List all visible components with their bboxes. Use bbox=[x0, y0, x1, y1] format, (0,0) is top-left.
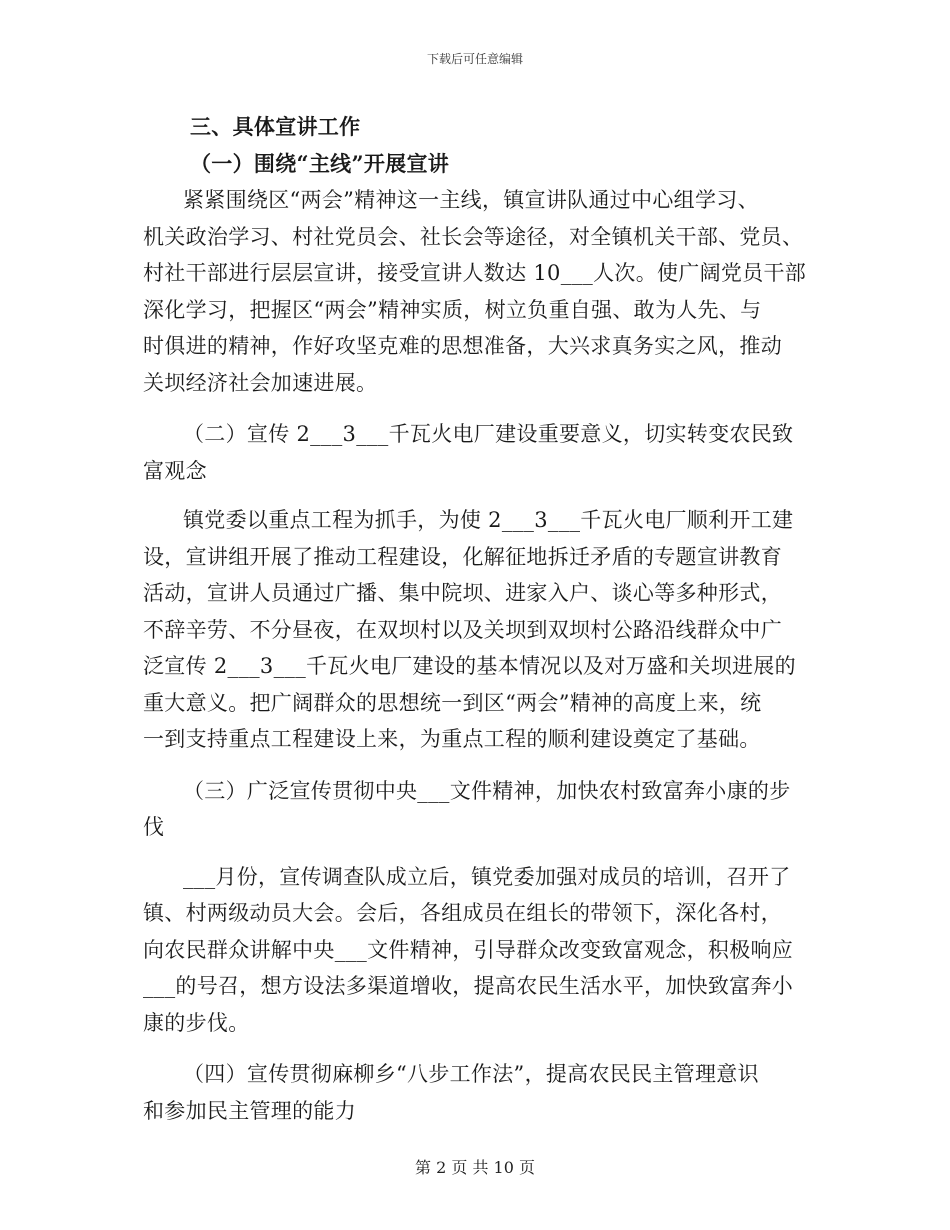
section-heading: 三、具体宣讲工作 bbox=[190, 114, 361, 139]
paragraph-line: 重大意义。把广阔群众的思想统一到区“两会”精神的高度上来，统 bbox=[143, 690, 762, 715]
paragraph-line: 不辞辛劳、不分昼夜，在双坝村以及关坝到双坝村公路沿线群众中广 bbox=[143, 617, 782, 642]
subsection-heading-1: （一）围绕“主线”开展宣讲 bbox=[190, 151, 450, 176]
subsection-heading-4-cont: 和参加民主管理的能力 bbox=[143, 1098, 356, 1123]
paragraph-line: 活动，宣讲人员通过广播、集中院坝、进家入户、谈心等多种形式， bbox=[143, 581, 782, 605]
paragraph-line: 一到支持重点工程建设上来，为重点工程的顺利建设奠定了基础。 bbox=[143, 727, 761, 751]
paragraph-line: 村社干部进行层层宣讲，接受宣讲人数达 10___人次。使广阔党员干部 bbox=[143, 261, 807, 285]
subsection-heading-4: （四）宣传贯彻麻柳乡“八步工作法”，提高农民民主管理意识 bbox=[183, 1062, 759, 1086]
subsection-heading-3: （三）广泛宣传贯彻中央___文件精神，加快农村致富奔小康的步 bbox=[183, 778, 791, 803]
paragraph-line: 康的步伐。 bbox=[143, 1010, 250, 1035]
paragraph-line: 深化学习，把握区“两会”精神实质，树立负重自强、敢为人先、与 bbox=[143, 297, 762, 322]
document-body bbox=[143, 108, 815, 1129]
paragraph-line: 关坝经济社会加速进展。 bbox=[143, 370, 378, 395]
subsection-heading-2-cont: 富观念 bbox=[143, 458, 207, 483]
paragraph-line: 机关政治学习、村社党员会、社长会等途径，对全镇机关干部、党员、 bbox=[143, 224, 804, 249]
paragraph-line: 向农民群众讲解中央___文件精神，引导群众改变致富观念，积极响应 bbox=[143, 937, 794, 962]
paragraph-line: 设，宣讲组开展了推动工程建设，化解征地拆迁矛盾的专题宣讲教育 bbox=[143, 544, 782, 569]
page-number: 第 2 页 共 10 页 bbox=[415, 1158, 535, 1177]
paragraph-line: 时俱进的精神，作好攻坚克难的思想准备，大兴求真务实之风，推动 bbox=[143, 334, 782, 358]
paragraph-line: 泛宣传 2___3___千瓦火电厂建设的基本情况以及对万盛和关坝进展的 bbox=[143, 654, 796, 678]
paragraph-line: 镇党委以重点工程为抓手，为使 2___3___千瓦火电厂顺利开工建 bbox=[183, 508, 794, 532]
page-header: 下载后可任意编辑 bbox=[426, 52, 523, 66]
paragraph-line: ___月份，宣传调查队成立后，镇党委加强对成员的培训，召开了 bbox=[183, 864, 791, 889]
paragraph-line: 紧紧围绕区“两会”精神这一主线，镇宣讲队通过中心组学习、 bbox=[183, 188, 759, 212]
paragraph-line: 镇、村两级动员大会。会后，各组成员在组长的带领下，深化各村， bbox=[143, 901, 782, 925]
subsection-heading-3-cont: 伐 bbox=[143, 815, 165, 839]
subsection-heading-2: （二）宣传 2___3___千瓦火电厂建设重要意义，切实转变农民致 bbox=[183, 422, 794, 446]
paragraph-line: ___的号召，想方设法多渠道增收，提高农民生活水平，加快致富奔小 bbox=[143, 974, 794, 998]
